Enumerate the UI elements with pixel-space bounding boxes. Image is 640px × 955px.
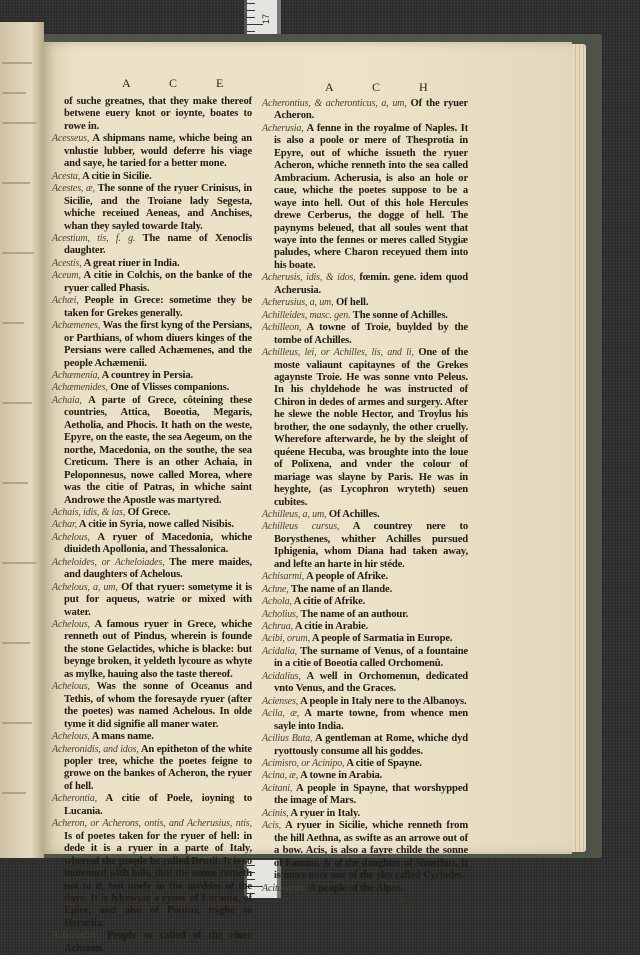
dictionary-entry (262, 708, 468, 733)
headword: Achola, (262, 596, 292, 608)
dictionary-entry (52, 519, 252, 531)
dictionary-entry (262, 347, 468, 509)
dictionary-entry (52, 270, 252, 295)
headword: Acherusius, a, um, (262, 297, 334, 309)
definition: A citie in Arabie. (294, 621, 369, 633)
definition: A people in Italy nere to the Albanoys. (300, 695, 467, 707)
headword: Acis, (262, 820, 281, 832)
definition: Of that ryuer: sometyme it is put for aqueus, watrie or mixed with water. (64, 581, 253, 618)
definition: The name of an Ilande. (290, 583, 393, 595)
headword: Achaia, (52, 394, 82, 406)
dictionary-entry (52, 731, 252, 743)
headword: Achæmenides, (52, 382, 108, 394)
definition: A countrey nere to Borysthenes, whither Achilles pursued Iphigenia, whom Diana had taken away, and lefte an harte in hir stéde. (274, 521, 468, 570)
definition: A fenne in the royalme of Naples. It is also a poole or mere of Thesprotia in Epyre, out of whiche issueth the ryuer Acheron, whiche renneth into the sea called Ambracium. Acherusia, is also an hole or caue, whiche the poetes suppose to be a waye into hell. Out of this hole Hercules drewe Cerberus, the dogge of hell. The paynyms beleued, that all soules went that waye into the fennes or meres called Stygiæ paludes, where Charon receyued them into his boate. (274, 122, 468, 271)
dictionary-entry (262, 297, 468, 309)
definition: A people in Spayne, that worshypped the image of Mars. (274, 782, 468, 807)
dictionary-entry (52, 233, 252, 258)
dictionary-entry (262, 671, 468, 696)
headword: Achne, (262, 583, 289, 595)
headword: Acesseus, (52, 133, 90, 145)
definition: A citie in Colchis, on the banke of the ryuer called Phasis. (64, 270, 252, 294)
definition: A ryuer in Italy. (290, 807, 361, 819)
dictionary-entry (52, 507, 252, 519)
dictionary-entry (262, 646, 468, 671)
dictionary-entry (262, 571, 468, 583)
dictionary-entry (262, 633, 468, 645)
definition: Of the ryuer Acheron. (274, 98, 469, 122)
headword: Achilleus, a, um, (262, 508, 327, 520)
dictionary-entry (52, 395, 252, 507)
definition: Of Achilles. (328, 508, 380, 520)
dictionary-entry (262, 758, 468, 770)
headword: Aceum, (52, 270, 81, 282)
definition: of suche greatnes, that they make thereof betwene euery knot or ioynte, boates to rowe in. (64, 96, 252, 132)
definition: Of Grece. (127, 506, 171, 518)
headword: Achelous, (52, 681, 90, 693)
definition: A great riuer in India. (83, 257, 180, 269)
dictionary-entry (262, 123, 468, 272)
definition: fœmin. gene. idem quod Acherusia. (274, 272, 468, 296)
definition: A countrey in Persia. (101, 369, 193, 381)
definition: A marte towne, from whence men sayle into India. (274, 708, 468, 732)
dictionary-entry (52, 582, 252, 619)
dictionary-entry (52, 320, 252, 370)
running-head-right: A C H (325, 80, 446, 94)
dictionary-entry (262, 322, 468, 347)
dictionary-entry (262, 509, 468, 521)
definition: The mere maides, and daughters of Achelous. (64, 556, 253, 581)
headword: Acidalius, (262, 670, 301, 682)
dictionary-entry (52, 183, 252, 233)
definition: A people of the Alpes. (308, 882, 403, 894)
dictionary-entry (52, 295, 252, 320)
headword: Achais, idis, & ias, (52, 506, 126, 518)
dictionary-entry (262, 783, 468, 808)
dictionary-entry (262, 696, 468, 708)
dictionary-entry (52, 171, 252, 183)
dictionary-entry (52, 619, 252, 681)
definition: A citie of Afrike. (293, 596, 366, 608)
headword: Achelous, (52, 619, 90, 631)
definition: A towne in Arabia. (300, 770, 383, 782)
definition: One of the moste valiaunt capitaynes of the Grekes agaynste Troie. He was sonne vnto Peleus. In his chyldehode he was instructed of Chiron in dedes of armes and surgery. After he slewe the noble Hector, and Troylus his brother, the one sodaynly, the other cruelly. Wherefore afterwarde, he by the sleight of quéene Hecuba, was broughte into the loue of Polixena, and vnder the colour of mariage was slayne by Paris. He was in heyghte, (as Lycophron wryteth) seuen cubites. (274, 347, 468, 508)
headword: Acitavones, (262, 882, 307, 894)
definition: The name of an authour. (300, 608, 409, 620)
definition: A citie in Sicilie. (82, 170, 152, 182)
headword: Achisarmi, (262, 571, 305, 583)
headword: Acibi, orum, (262, 633, 310, 645)
dictionary-entry (52, 818, 252, 930)
headword: Achar, (52, 519, 77, 531)
headword: Achilleus, lei, or Achilles, lis, and li, (262, 347, 414, 359)
dictionary-entry (52, 681, 252, 731)
dictionary-entry (52, 370, 252, 382)
definition: A shipmans name, whiche being an vnlustie lubber, would deferre his viage and saye, he taried for a better mone. (64, 133, 252, 170)
headword: Acidalia, (262, 645, 298, 657)
dictionary-entry (52, 793, 252, 818)
definition: The surname of Venus, of a fountaine in a citie of Boeotia called Orchomenû. (274, 645, 468, 670)
catchword: Acit (396, 895, 414, 906)
definition: The sonne of Achilles. (352, 309, 448, 321)
dictionary-entry (262, 584, 468, 596)
headword: Acinis, (262, 807, 289, 819)
headword: Acitani, (262, 782, 293, 794)
definition: A people of Sarmatia in Europe. (311, 633, 453, 645)
headword: Achelous, (52, 531, 90, 543)
definition: An epitheton of the white popler tree, whiche the poetes feigne to growe on the bankes of Acheron, the ryuer of hell. (64, 743, 252, 792)
definition: One of Vlisses companions. (110, 382, 230, 394)
left-text-column (52, 96, 252, 955)
headword: Acheron, or Acherons, ontis, and Acherusius, ntis, (52, 818, 252, 830)
definition: The name of Xenoclis daughter. (64, 232, 252, 257)
dictionary-entry (52, 930, 252, 955)
headword: Achelous, (52, 731, 90, 743)
headword: Achelous, a, um, (52, 581, 118, 593)
dictionary-entry (262, 521, 468, 571)
headword: Acherontini, (52, 930, 100, 942)
headword: Achilleus cursus, (262, 521, 340, 533)
headword: Acestes, æ, (52, 183, 95, 195)
dictionary-entry (52, 258, 252, 270)
headword: Achæmenes, (52, 320, 101, 332)
headword: Achrua, (262, 621, 293, 633)
dictionary-entry (52, 744, 252, 794)
headword: Acila, æ, (262, 708, 300, 720)
headword: Acina, æ, (262, 770, 299, 782)
headword: Acestis, (52, 257, 82, 269)
dictionary-entry (262, 808, 468, 820)
definition: A citie of Poele, ioyning to Lucania. (64, 793, 252, 817)
headword: Acesta, (52, 170, 81, 182)
dictionary-entry (262, 272, 468, 297)
dictionary-entry (262, 770, 468, 782)
definition: A gentleman at Rome, whiche dyd ryottously consume all his goddes. (274, 733, 468, 757)
headword: Acimisro, or Acinipo, (262, 758, 345, 770)
ruler-number: 17 (261, 13, 272, 25)
definition: A ryuer of Macedonia, whiche diuideth Apollonia, and Thessalonica. (64, 531, 252, 556)
headword: Achæmenia, (52, 369, 100, 381)
headword: Acienses, (262, 695, 299, 707)
definition: People so called of the riuer Acheron. (64, 930, 253, 954)
definition: Is of poetes taken for the ryuer of hell: in dede it is a ryuer in a parte of Italy, whereof the people be called Brutii. It is so inuironed with hills, that the sunne cometh not to it, but onely in the myddes of the daye. It is lykewyse a ryuer of Lucania, of Epire, and also of Pontus, nyghe to Heraclia. (64, 830, 252, 929)
definition: A people of Afrike. (306, 571, 388, 583)
headword: Acheronidis, and idos, (52, 743, 139, 755)
dictionary-entry (262, 609, 468, 621)
dictionary-entry (52, 557, 252, 582)
dictionary-entry (262, 98, 468, 123)
dictionary-entry (262, 621, 468, 633)
definition: A well in Orchomenun, dedicated vnto Venus, and the Graces. (274, 670, 468, 695)
definition: A parte of Grece, côteining these countries, Attica, Boeotia, Megaris, Aetholia, and Phocis. It hath on the weste, Epyre, on the easte, the sea Aegeum, on the northe, Macedonia, on the southe, the sea Creticum. There is an other Achaia, in Peloponnesus, nowe called Morea, where was the citie of Patras, in whiche saint Androwe the Apostle was martyred. (64, 394, 252, 506)
headword: Acherontia, (52, 793, 97, 805)
right-text-column (262, 98, 468, 907)
definition: A towne of Troie, buylded by the tombe of Achilles. (274, 322, 468, 346)
definition: A famous ryuer in Grece, whiche renneth out of Pindus, wherein is founde the stone Gelactides, whiche is blacke: but beynge broken, it yeldeth lycoure as whyte as mylke, hauing also the taste thereof. (64, 619, 252, 680)
headword: Achilleides, masc. gen. (262, 309, 351, 321)
headword: Acestium, tis, f. g. (52, 232, 136, 244)
dictionary-entry (262, 733, 468, 758)
running-head-left: A C E (122, 76, 242, 90)
dictionary-entry (52, 382, 252, 394)
headword: Achilleon, (262, 322, 302, 334)
dictionary-entry (262, 883, 468, 895)
definition: A mans name. (91, 731, 154, 743)
dictionary-entry (52, 96, 252, 133)
definition: People in Grece: sometime they be taken for Grekes generally. (64, 295, 252, 319)
definition: Of hell. (335, 297, 369, 309)
definition: A citie of Spayne. (346, 758, 422, 770)
definition: A citie in Syria, nowe called Nisibis. (78, 519, 234, 531)
dictionary-entry (262, 820, 468, 882)
dictionary-entry (52, 133, 252, 170)
headword: Acherusis, idis, & idos, (262, 272, 356, 284)
headword: Acholius, (262, 608, 299, 620)
headword: Acilius Buta, (262, 733, 313, 745)
dictionary-entry (262, 310, 468, 322)
headword: Achæi, (52, 295, 79, 307)
headword: Acheloides, or Acheloiades, (52, 556, 165, 568)
definition: Was the sonne of Oceanus and Tethis, of whom the foresayde ryuer (after the poetes) was named Achelous. In olde tyme it did signifie all maner water. (64, 681, 252, 730)
headword: Acherontius, & acheronticus, a, um, (262, 98, 407, 109)
headword: Acherusia, (262, 122, 304, 134)
definition: Was the first kyng of the Persians, or Parthians, of whom diuers kinges of the Persians were called Achæmenes, and the people Achæmenii. (64, 320, 252, 369)
measuring-ruler-top (244, 0, 281, 34)
facing-page-edge (0, 22, 44, 858)
definition: The sonne of the ryuer Crinisus, in Sicilie, and the Troiane lady Segesta, whiche receiued Aeneas, and Anchises, whan they sayled towarde Italy. (64, 183, 252, 232)
dictionary-entry (52, 532, 252, 557)
definition: A ryuer in Sicilie, whiche renneth from the hill Aethna, as swifte as an arrowe out of a bow. Acis, is also a fayre childe the sonne of Faunus, & of the daughter of Simethus. It is more ouer one of the yles called Cyclades. (274, 820, 468, 882)
dictionary-entry (262, 596, 468, 608)
